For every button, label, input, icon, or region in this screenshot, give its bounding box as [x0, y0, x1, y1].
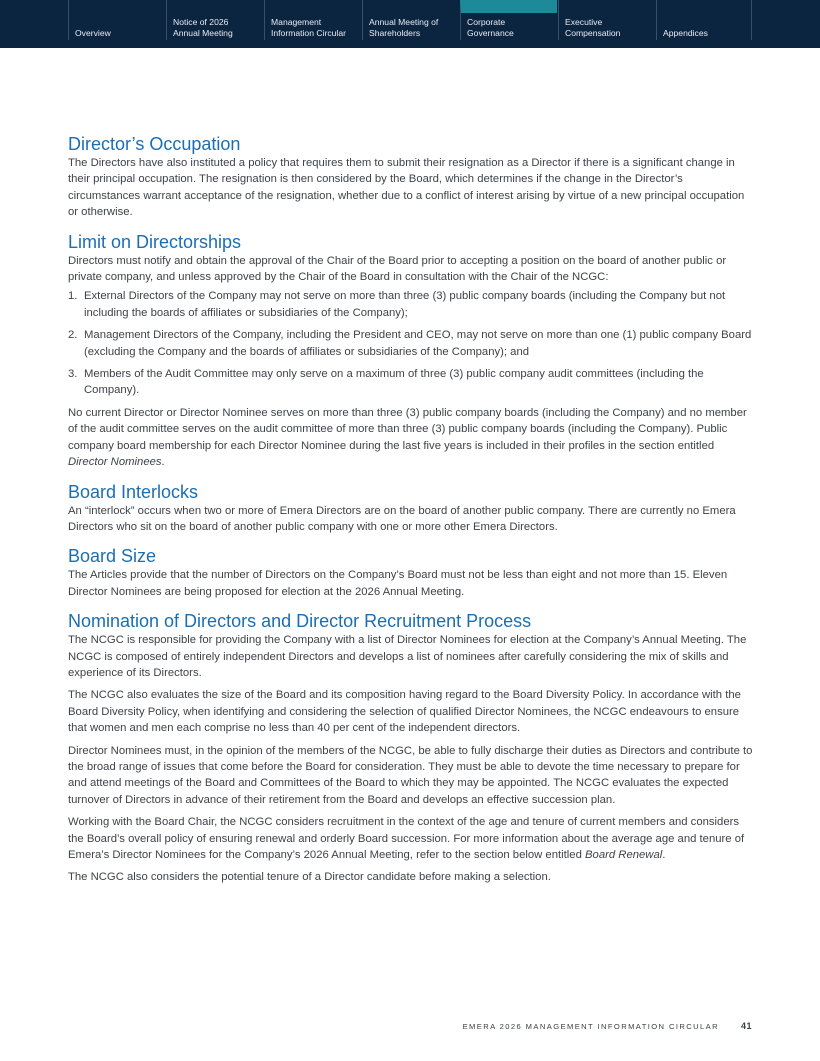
numbered-list: [68, 288, 756, 398]
section-reference: Board Renewal: [585, 849, 663, 861]
main-content: [68, 133, 756, 896]
list-number: 1.: [68, 290, 78, 303]
paragraph: [68, 405, 756, 471]
page-number: 41: [740, 1021, 752, 1031]
tab-label: Notice of 2026 Annual Meeting: [173, 17, 233, 38]
paragraph: The NCGC also evaluates the size of the Board and its composition having regard to the Board Diversity Policy. In accordance with the Board Diversity Policy, when identifying and considering the selection of qualified Director Nominees, the NCGC endeavours to ensure that women and men each comprise no less than 40 per cent of the independent directors.: [68, 689, 741, 735]
tab-annual-meeting-of-shareholders[interactable]: [362, 0, 459, 40]
paragraph-text: Working with the Board Chair, the NCGC considers recruitment in the context of the age and tenure of current members and considers the Board’s overall policy of ensuring renewal and orderly Board succession. For more information about the average age and tenure of Emera’s Director Nominees for the Company’s 2026 Annual Meeting, refer to the section below entitled: [68, 816, 745, 861]
section-heading: Board Size: [68, 546, 157, 567]
section-heading: Nomination of Directors and Director Recruitment Process: [68, 611, 532, 632]
tab-notice-of-annual-meeting[interactable]: [166, 0, 263, 40]
list-text: Management Directors of the Company, including the President and CEO, may not serve on more than one (1) public company Board (excluding the Company and the boards of affiliates or subsidiaries of the Company); and: [84, 329, 752, 358]
paragraph-text: No current Director or Director Nominee serves on more than three (3) public company boards (including the Company) and no member of the audit committee serves on the audit committee of more than three (3) public company boards (including the Company). Public company board membership for each Director Nominee during the last five years is included in their profiles in the section entitled: [68, 406, 747, 452]
paragraph: The Directors have also instituted a policy that requires them to submit their resignation as a Director if there is a significant change in their principal occupation. The resignation is then considered by the Board, which determines if the change in the Director’s circumstances warrant acceptance of the resignation, whether due to a conflict of interest arising by virtue of a new principal occupation or otherwise.: [68, 157, 745, 219]
tab-appendices[interactable]: [656, 0, 753, 40]
page-footer: [463, 1021, 752, 1031]
tab-label: Executive Compensation: [565, 17, 621, 38]
tab-label: Annual Meeting of Shareholders: [369, 17, 439, 38]
paragraph: Directors must notify and obtain the approval of the Chair of the Board prior to accepting a position on the board of another public or private company, and unless approved by the Chair of the Board in consultation with the Chair of the NCGC:: [68, 254, 727, 284]
tab-overview[interactable]: [68, 0, 165, 40]
paragraph: The NCGC also considers the potential tenure of a Director candidate before making a selection.: [68, 871, 551, 884]
list-text: Members of the Audit Committee may only serve on a maximum of three (3) public company audit committees (including the Company).: [84, 368, 704, 397]
paragraph: Director Nominees must, in the opinion of the members of the NCGC, be able to fully discharge their duties as Directors and contribute to the broad range of issues that come before the Board for consideration. They must be able to devote the time necessary to prepare for and attend meetings of the Board and Committees of the Board to which they may be appointed. The NCGC evaluates the expected turnover of Directors in advance of their retirement from the Board and develops an effective succession plan.: [68, 744, 753, 806]
tab-label: Corporate Governance: [467, 17, 514, 38]
tab-corporate-governance[interactable]: [460, 0, 557, 40]
section-board-interlocks: [68, 481, 756, 536]
footer-title: EMERA 2026 MANAGEMENT INFORMATION CIRCULAR: [462, 1022, 719, 1031]
tab-management-information-circular[interactable]: [264, 0, 361, 40]
paragraph: [68, 814, 756, 863]
paragraph: The Articles provide that the number of Directors on the Company’s Board must not be less than eight and not more than 15. Eleven Director Nominees are being proposed for election at the 2026 Annual Meeting.: [68, 569, 728, 598]
paragraph-end: .: [161, 456, 165, 469]
paragraph-end: .: [662, 849, 666, 861]
list-text: External Directors of the Company may not serve on more than three (3) public company boards (including the Company but not including the boards of affiliates or subsidiaries of the Company);: [84, 290, 726, 319]
paragraph: The NCGC is responsible for providing the Company with a list of Director Nominees for election at the Company’s Annual Meeting. The NCGC is composed of entirely independent Directors and develops a list of nominees after carefully considering the mix of skills and experience of its Directors.: [68, 634, 747, 679]
list-item: [68, 366, 756, 399]
list-number: 2.: [68, 329, 78, 342]
section-reference: Director Nominees: [68, 456, 162, 469]
list-item: [68, 288, 756, 321]
list-number: 3.: [68, 368, 78, 381]
tab-label: Appendices: [663, 28, 708, 38]
tab-label: Overview: [75, 28, 111, 38]
section-navigation-bar: [0, 0, 820, 48]
tab-executive-compensation[interactable]: [558, 0, 655, 40]
section-directors-occupation: [68, 133, 756, 221]
tab-label: Management Information Circular: [271, 17, 346, 38]
tab-divider: [751, 0, 752, 40]
section-limit-on-directorships: [68, 231, 756, 471]
section-heading: Board Interlocks: [68, 481, 199, 502]
section-board-size: [68, 545, 756, 600]
section-nomination-of-directors: [68, 610, 756, 886]
paragraph: An “interlock” occurs when two or more of Emera Directors are on the board of another public company. There are currently no Emera Directors who sit on the board of another public company with one or more other Emera Directors.: [68, 504, 736, 533]
list-item: [68, 327, 756, 360]
section-heading: Director’s Occupation: [68, 134, 241, 154]
section-heading: Limit on Directorships: [68, 231, 242, 252]
